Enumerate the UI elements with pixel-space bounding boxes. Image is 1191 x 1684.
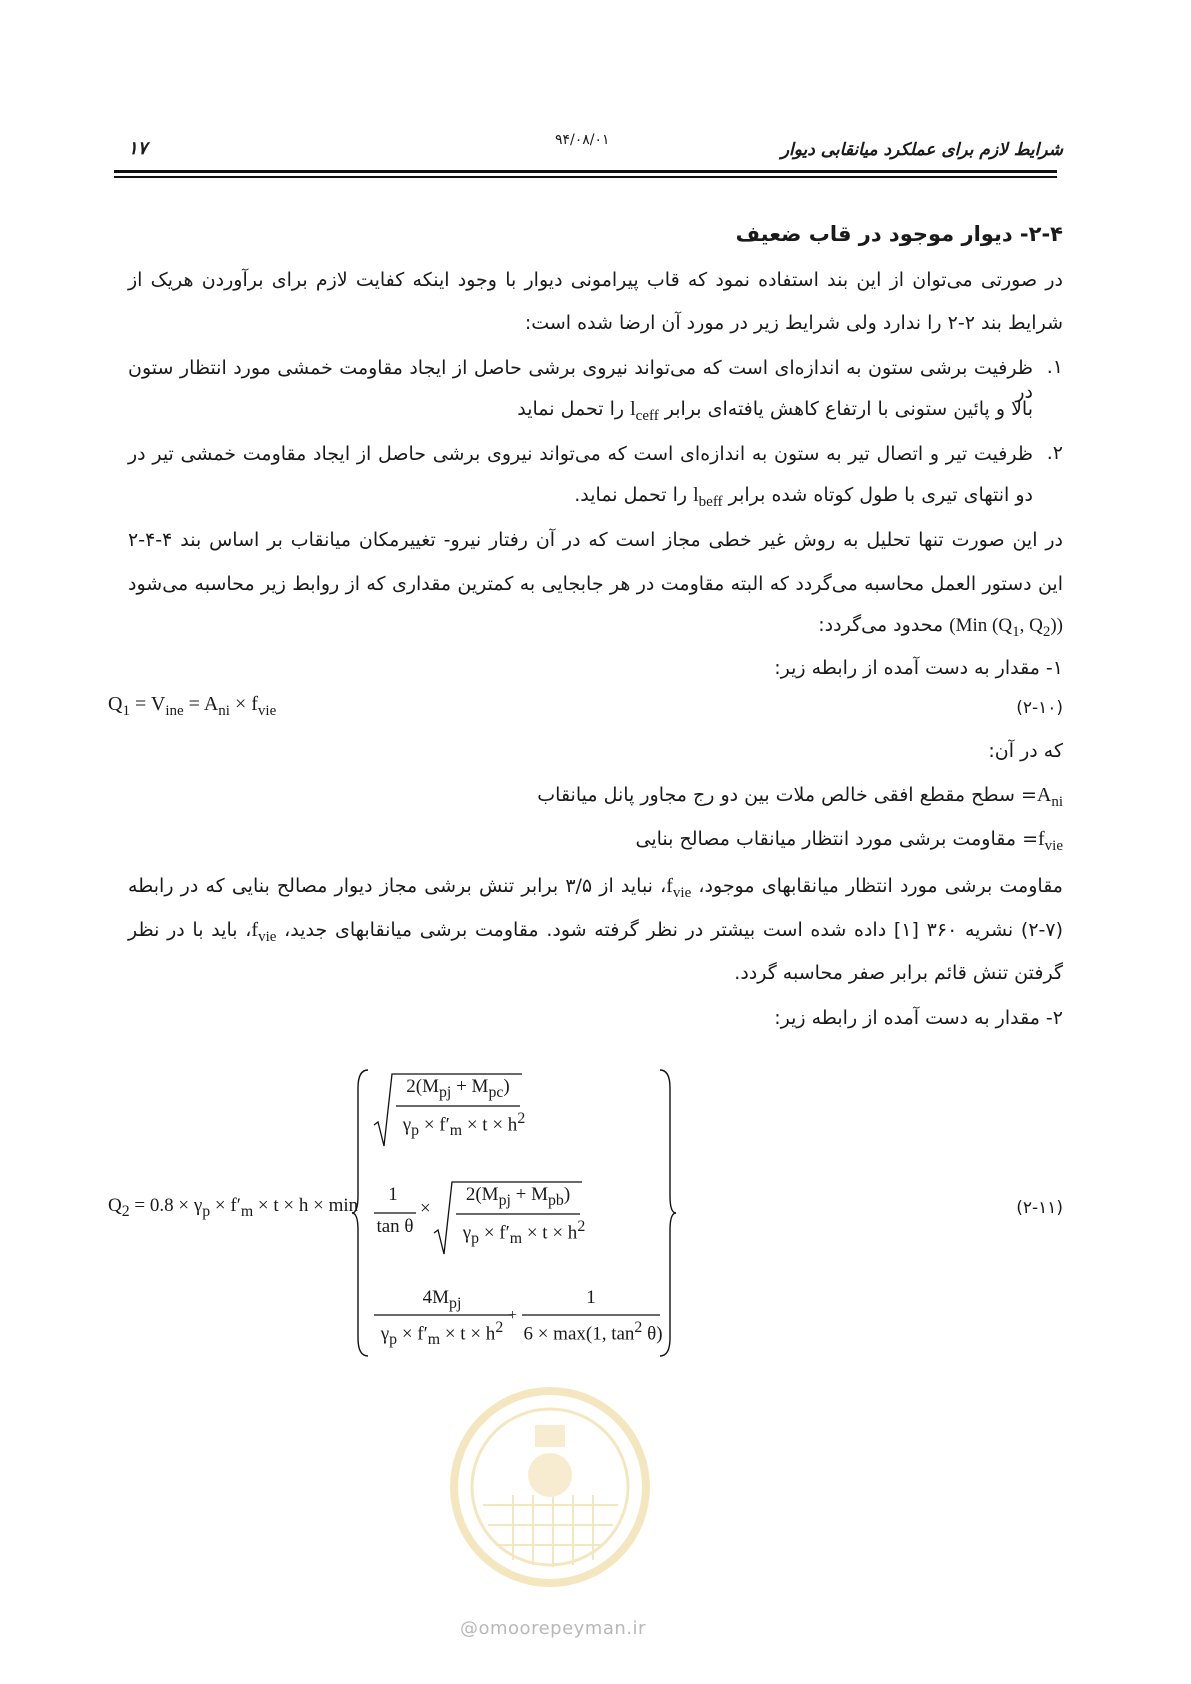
header-rule-thin (114, 176, 1057, 178)
l-ceff-symbol: $l_{ceff}$ (630, 398, 659, 424)
term3-max-denominator: 6 × max(1, $\tan^2 \theta$) (523, 1319, 663, 1345)
definition-ani: $A_{ni}=$ سطح مقطع افقی خالص ملات بین دو رج مجاور پانل میانقاب (537, 784, 1063, 810)
term2-one: 1 (388, 1184, 398, 1205)
watermark-site-url: @omoorepeyman.ir (460, 1618, 646, 1639)
definition-fvie: $f_{vie}=$ مقاومت برشی مورد انتظار میانقاب مصالح بنایی (635, 828, 1063, 854)
item-1-line-2: بالا و پائین ستونی با ارتفاع کاهش یافته‌ای برابر $l_{ceff}$ را تحمل نماید (517, 398, 1033, 424)
para3-line-1: مقاومت برشی مورد انتظار میانقابهای موجود، $f_{vie}،$ نباید از ۳/۵ برابر تنش برشی مجاز دیوار مصالح بنایی که در رابطه (128, 875, 1063, 901)
step-2-label: ۲- مقدار به دست آمده از رابطه زیر: (774, 1007, 1063, 1029)
para2-line-3: (Min ($Q_1$, $Q_2$)) محدود می‌گردد: (818, 614, 1063, 640)
item-2-line-2: دو انتهای تیری با طول کوتاه شده برابر $l_{beff}$ را تحمل نماید. (574, 484, 1033, 510)
term1-numerator: $2(M_{pj} + M_{pc})$ (406, 1076, 510, 1101)
equation-11-number: (۲-۱۱) (1016, 1198, 1063, 1218)
para2-line-1: در این صورت تنها تحلیل به روش غیر خطی مجاز است که در آن رفتار نیرو- تغییرمکان میانقاب بر اساس بند ۴-۴-۲ (128, 529, 1063, 551)
para3-line-3: گرفتن تنش قائم برابر صفر محاسبه گردد. (734, 962, 1063, 984)
term3-one: 1 (586, 1287, 596, 1308)
step-1-label: ۱- مقدار به دست آمده از رابطه زیر: (774, 657, 1063, 679)
min-expression: (Min ($Q_1$, $Q_2$)) (949, 615, 1063, 640)
header-rule-thick (114, 170, 1057, 173)
watermark-logo (443, 1385, 658, 1590)
equation-10: $Q_1 = V_{ine} = A_{ni} \times f_{vie}$ (108, 693, 277, 719)
header-date: ۹۴/۰۸/۰۱ (555, 132, 610, 148)
equation-11-lhs: $Q_2 = 0.8 \times \gamma_p \times f'_m \times t \times h \times \min$ (108, 1195, 359, 1220)
para2-line-2: این دستور العمل محاسبه می‌گردد که البته مقاومت در هر جابجایی به کمترین مقداری که از روابط زیر محاسبه می‌شود (128, 573, 1063, 595)
page-number: ۱۷ (128, 138, 148, 159)
term2-tan: tan θ (376, 1216, 414, 1237)
running-header-title: شرایط لازم برای عملکرد میانقابی دیوار (780, 140, 1063, 160)
term1-denominator: $\gamma_p \times f'_m \times t \times h^2$ (402, 1110, 526, 1140)
intro-line-1: در صورتی می‌توان از این بند استفاده نمود که قاب پیرامونی دیوار با وجود اینکه کفایت لازم برای برآوردن هریک از (128, 269, 1063, 291)
where-label: که در آن: (988, 740, 1063, 762)
item-1-line-1: ظرفیت برشی ستون به اندازه‌ای است که می‌تواند نیروی برشی حاصل از ایجاد مقاومت خمشی مورد انتظار ستون در (128, 357, 1033, 403)
section-heading: ۲-۴- دیوار موجود در قاب ضعیف (735, 222, 1063, 246)
item-2-number: ۲. (1046, 442, 1063, 464)
term3-denominator: $\gamma_p \times f'_m \times t \times h^2$ (380, 1319, 504, 1349)
fvie-symbol: $f_{vie}$ (1038, 828, 1063, 854)
l-beff-symbol: $l_{beff}$ (693, 484, 723, 510)
item-1-number: ۱. (1046, 356, 1063, 378)
term2-numerator: $2(M_{pj} + M_{pb})$ (465, 1184, 571, 1209)
term3-plus: + (508, 1307, 518, 1324)
at-icon: @ (460, 1618, 479, 1639)
ani-symbol: $A_{ni}$ (1036, 784, 1063, 810)
term2-denominator: $\gamma_p \times f'_m \times t \times h^2$ (462, 1218, 586, 1248)
item-2-line-1: ظرفیت تیر و اتصال تیر به ستون به اندازه‌ای است که می‌تواند نیروی برشی حاصل از ایجاد مقاومت خمشی تیر در (128, 443, 1033, 465)
term2-times: × (420, 1198, 431, 1219)
term3-numerator: $4M_{pj}$ (422, 1287, 462, 1312)
intro-line-2: شرایط بند ۲-۲ را ندارد ولی شرایط زیر در مورد آن ارضا شده است: (524, 312, 1063, 334)
para3-line-2: (۲-۷) نشریه ۳۶۰ [۱] داده شده است بیشتر در نظر گرفته شود. مقاومت برشی میانقابهای جدید، $f_{vie}،$ باید با در نظر (128, 919, 1064, 945)
left-brace (352, 1068, 372, 1358)
equation-10-number: (۲-۱۰) (1016, 698, 1063, 718)
